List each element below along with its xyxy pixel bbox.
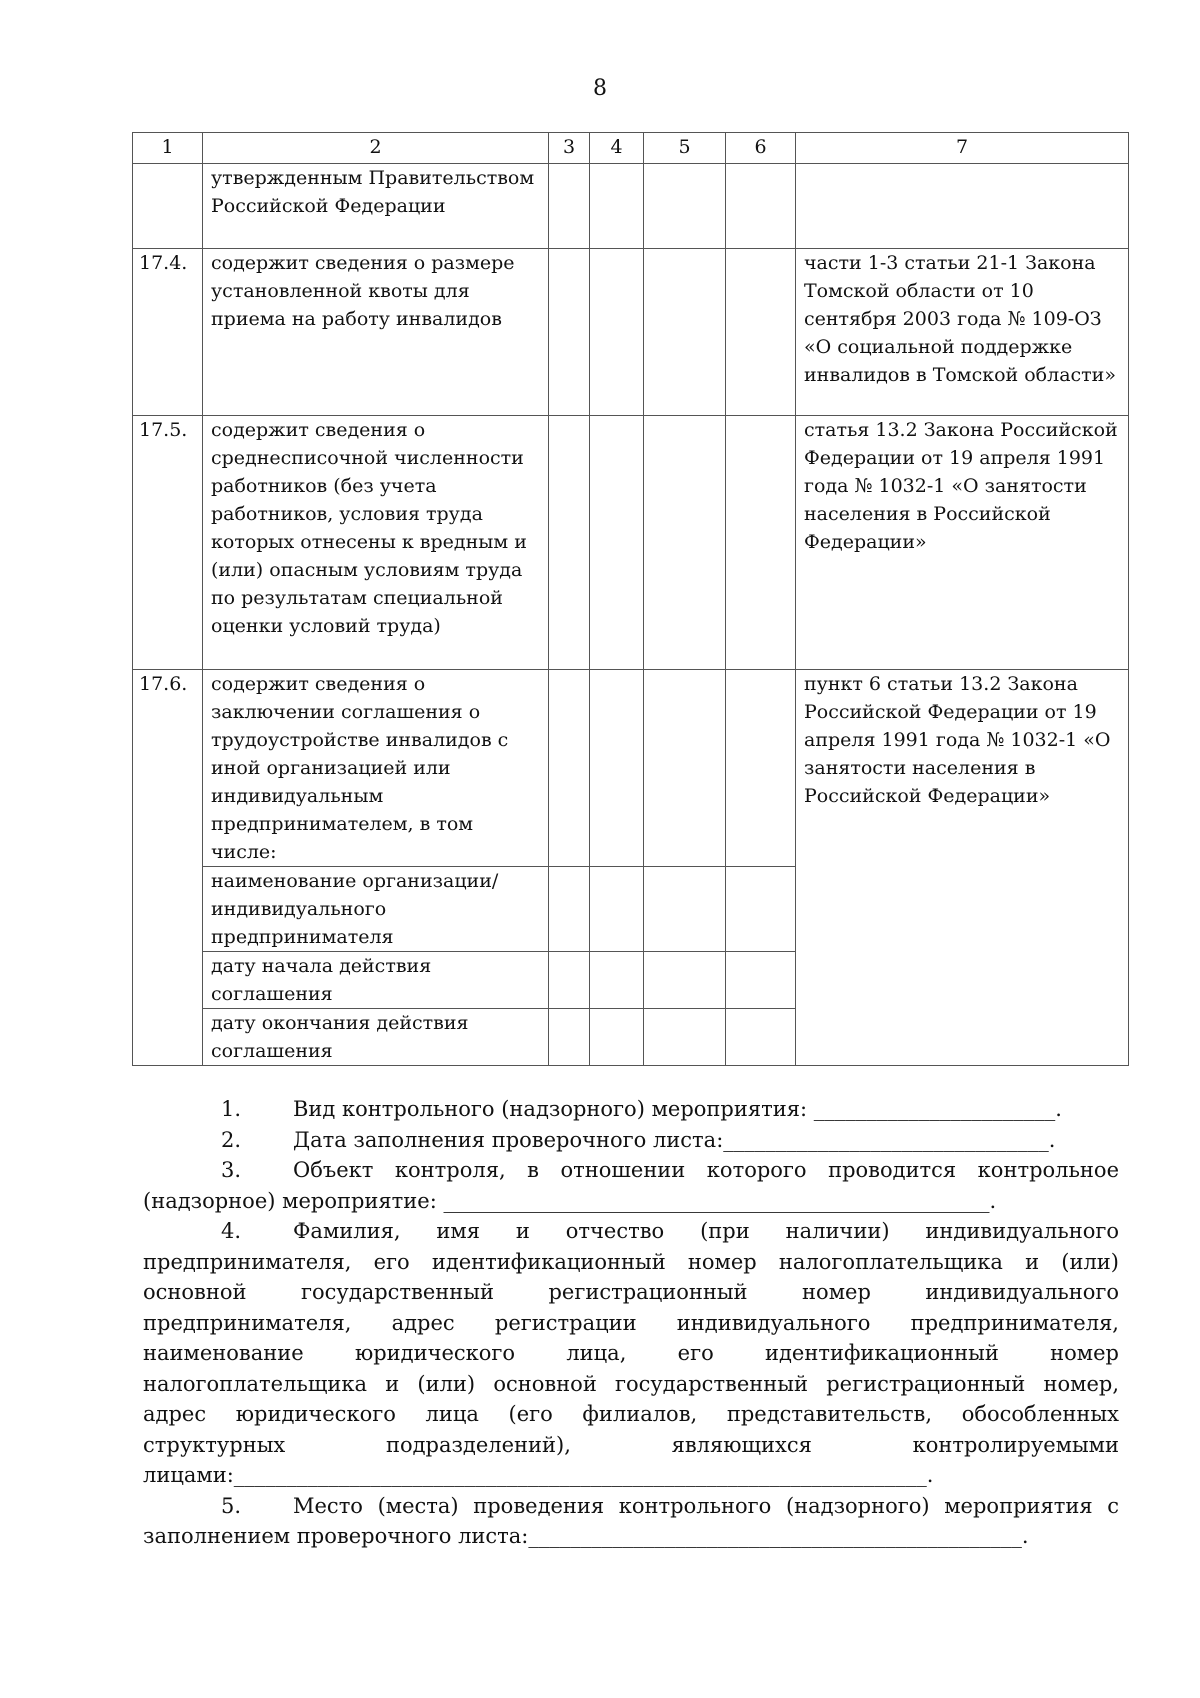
requirement-cell: наименование организации/индивидуального предпринимателя (203, 867, 549, 952)
answer-cell (590, 416, 644, 670)
form-field-item (143, 1491, 1119, 1552)
legal-basis-cell: пункт 6 статьи 13.2 Закона Российской Федерации от 19 апреля 1991 года № 1032-1 «О занятости населения в Российской Федерации» (796, 670, 1129, 1066)
item-number: 5. (221, 1493, 242, 1518)
answer-cell (549, 867, 590, 952)
table-row (133, 416, 1129, 670)
item-number: 1. (221, 1097, 242, 1121)
checklist-table (132, 132, 1129, 1066)
table-header-row (133, 133, 1129, 164)
form-field-item (143, 1216, 1119, 1491)
requirement-cell: дату начала действия соглашения (203, 952, 549, 1009)
row-number-cell (133, 164, 203, 249)
answer-cell (549, 416, 590, 670)
column-header: 3 (549, 133, 590, 164)
answer-cell (726, 867, 796, 952)
answer-cell (590, 670, 644, 867)
answer-cell (644, 952, 726, 1009)
answer-cell (644, 416, 726, 670)
answer-cell (644, 670, 726, 867)
column-header: 4 (590, 133, 644, 164)
answer-cell (726, 249, 796, 416)
answer-cell (590, 1009, 644, 1066)
answer-cell (726, 952, 796, 1009)
form-field-item (143, 1094, 1119, 1125)
table-row (133, 670, 1129, 867)
legal-basis-cell: части 1-3 статьи 21-1 Закона Томской области от 10 сентября 2003 года № 109-ОЗ «О социальной поддержке инвалидов в Томской области» (796, 249, 1129, 416)
item-text: Фамилия, имя и отчество (при наличии) индивидуального предпринимателя, его идентификационный номер налогоплательщика и (или) основной государственный регистрационный номер индивидуального предпринимателя, адрес регистрации индивидуального предпринимателя, наименование юридического лица, его идентификационный номер налогоплательщика и (или) основной государственный регистрационный номер, адрес юридического лица (его филиалов, представительств, обособленных структурных подразделений), являющихся контролируемыми лицами:__________________________________________________________________. (143, 1219, 1119, 1487)
answer-cell (726, 1009, 796, 1066)
row-number-cell: 17.6. (133, 670, 203, 1066)
table-row (133, 249, 1129, 416)
answer-cell (644, 249, 726, 416)
requirement-cell: содержит сведения о заключении соглашения о трудоустройстве инвалидов с иной организацией или индивидуальным предпринимателем, в том числе: (203, 670, 549, 867)
requirement-cell: содержит сведения о среднесписочной численности работников (без учета работников, условия труда которых отнесены к вредным и (или) опасным условиям труда по результатам специальной оценки условий труда) (203, 416, 549, 670)
form-fields-section (143, 1094, 1119, 1552)
answer-cell (549, 164, 590, 249)
item-text: Объект контроля, в отношении которого проводится контрольное (надзорное) мероприятие: ____________________________________________________. (143, 1158, 1119, 1213)
answer-cell (726, 416, 796, 670)
answer-cell (644, 867, 726, 952)
answer-cell (726, 164, 796, 249)
answer-cell (549, 670, 590, 867)
answer-cell (590, 249, 644, 416)
column-header: 7 (796, 133, 1129, 164)
item-text: Дата заполнения проверочного листа:_______________________________. (293, 1127, 1056, 1152)
item-text: Место (места) проведения контрольного (надзорного) мероприятия с заполнением проверочного листа:_______________________________________________. (143, 1493, 1119, 1548)
column-header: 1 (133, 133, 203, 164)
answer-cell (644, 1009, 726, 1066)
row-number-cell: 17.4. (133, 249, 203, 416)
answer-cell (549, 1009, 590, 1066)
item-number: 4. (221, 1219, 242, 1243)
answer-cell (549, 952, 590, 1009)
legal-basis-cell (796, 164, 1129, 249)
requirement-cell: дату окончания действия соглашения (203, 1009, 549, 1066)
page-number: 8 (593, 76, 607, 101)
item-number: 2. (221, 1127, 242, 1152)
row-number-cell: 17.5. (133, 416, 203, 670)
requirement-cell: содержит сведения о размере установленной квоты для приема на работу инвалидов (203, 249, 549, 416)
form-field-item (143, 1155, 1119, 1216)
answer-cell (644, 164, 726, 249)
requirement-cell: утвержденным Правительством Российской Федерации (203, 164, 549, 249)
column-header: 6 (726, 133, 796, 164)
item-text: Вид контрольного (надзорного) мероприятия: _______________________. (293, 1097, 1062, 1121)
answer-cell (549, 249, 590, 416)
item-number: 3. (221, 1158, 242, 1182)
answer-cell (590, 952, 644, 1009)
column-header: 5 (644, 133, 726, 164)
legal-basis-cell: статья 13.2 Закона Российской Федерации от 19 апреля 1991 года № 1032-1 «О занятости населения в Российской Федерации» (796, 416, 1129, 670)
answer-cell (590, 164, 644, 249)
answer-cell (590, 867, 644, 952)
form-field-item (143, 1125, 1119, 1156)
table-row (133, 164, 1129, 249)
answer-cell (726, 670, 796, 867)
column-header: 2 (203, 133, 549, 164)
